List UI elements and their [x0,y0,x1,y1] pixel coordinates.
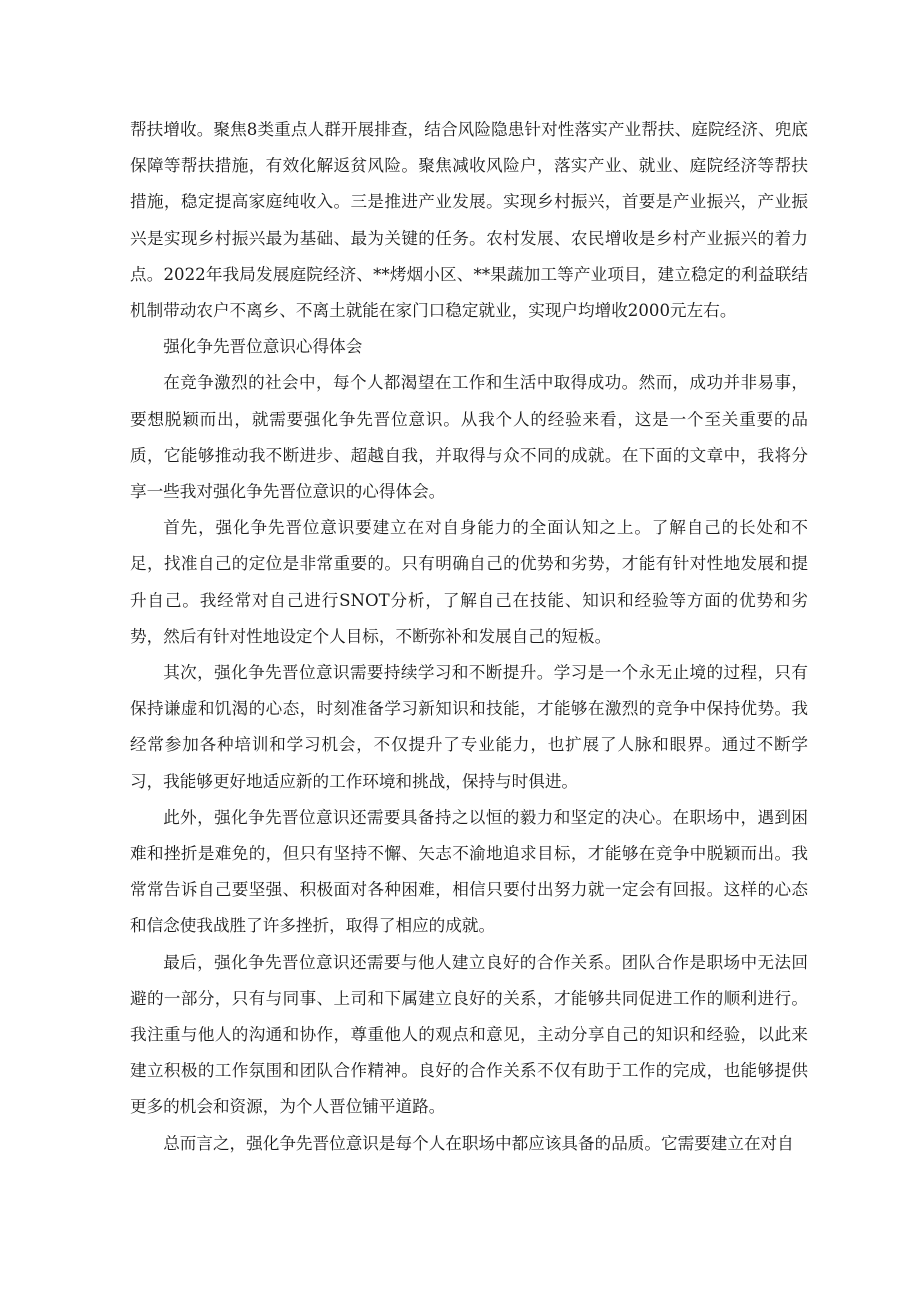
body-paragraph-conclusion: 总而言之，强化争先晋位意识是每个人在职场中都应该具备的品质。它需要建立在对自 [163,1133,794,1153]
body-paragraph-intro: 在竞争激烈的社会中，每个人都渴望在工作和生活中取得成功。然而，成功并非易事，要想脱颖而出，就需要强化争先晋位意识。从我个人的经验来看，这是一个至关重要的品质，它能够推动我不断进步、超越自我，并取得与众不同的成就。在下面的文章中，我将分享一些我对强化争先晋位意识的心得体会。 [130,373,808,502]
continuation-paragraph: 帮扶增收。聚焦8类重点人群开展排查，结合风险隐患针对性落实产业帮扶、庭院经济、兜底保障等帮扶措施，有效化解返贫风险。聚焦减收风险户，落实产业、就业、庭院经济等帮扶措施，稳定提高家庭纯收入。三是推进产业发展。实现乡村振兴，首要是产业振兴，产业振兴是实现乡村振兴最为基础、最为关键的任务。农村发展、农民增收是乡村产业振兴的着力点。2022年我局发展庭院经济、**烤烟小区、**果蔬加工等产业项目，建立稳定的利益联结机制带动农户不离乡、不离土就能在家门口稳定就业，实现户均增收2000元左右。 [130,120,808,321]
section-heading: 强化争先晋位意识心得体会 [163,337,363,357]
body-paragraph-third: 此外，强化争先晋位意识还需要具备持之以恒的毅力和坚定的决心。在职场中，遇到困难和挫折是难免的，但只有坚持不懈、矢志不渝地追求目标，才能够在竞争中脱颖而出。我常常告诉自己要坚强、积极面对各种困难，相信只要付出努力就一定会有回报。这样的心态和信念使我战胜了许多挫折，取得了相应的成就。 [130,807,808,936]
document-page [130,112,808,1162]
body-paragraph-second: 其次，强化争先晋位意识需要持续学习和不断提升。学习是一个永无止境的过程，只有保持谦虚和饥渴的心态，时刻准备学习新知识和技能，才能够在激烈的竞争中保持优势。我经常参加各种培训和学习机会，不仅提升了专业能力，也扩展了人脉和眼界。通过不断学习，我能够更好地适应新的工作环境和挑战，保持与时俱进。 [130,663,808,791]
body-paragraph-first: 首先，强化争先晋位意识要建立在对自身能力的全面认知之上。了解自己的长处和不足，找准自己的定位是非常重要的。只有明确自己的优势和劣势，才能有针对性地发展和提升自己。我经常对自己进行SNOT分析，了解自己在技能、知识和经验等方面的优势和劣势，然后有针对性地设定个人目标，不断弥补和发展自己的短板。 [130,518,808,646]
body-paragraph-last: 最后，强化争先晋位意识还需要与他人建立良好的合作关系。团队合作是职场中无法回避的一部分，只有与同事、上司和下属建立良好的关系，才能够共同促进工作的顺利进行。我注重与他人的沟通和协作，尊重他人的观点和意见，主动分享自己的知识和经验，以此来建立积极的工作氛围和团队合作精神。良好的合作关系不仅有助于工作的完成，也能够提供更多的机会和资源，为个人晋位铺平道路。 [130,952,808,1117]
